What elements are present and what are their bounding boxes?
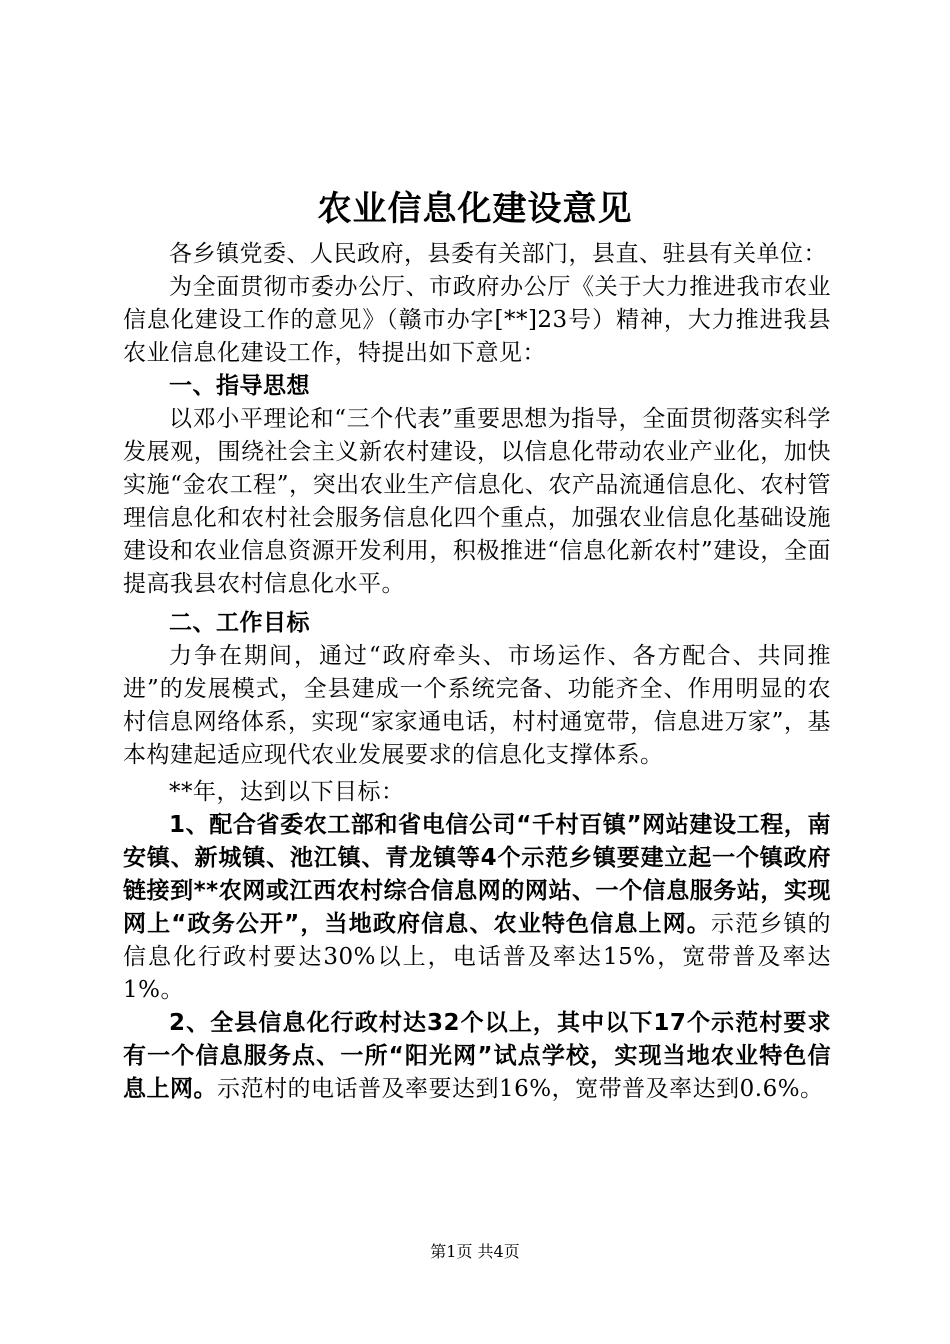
document-body [123,238,831,1106]
goal-item-1 [123,809,831,1007]
section-heading-work-goals: 二、工作目标 [169,610,310,636]
goal-item-1-bold: 1、配合省委农工部和省电信公司“千村百镇”网站建设工程，南安镇、新城镇、池江镇、青龙镇等4个示范乡镇要建立起一个镇政府链接到**农网或江西农村综合信息网的网站、一个信息服务站，实现网上“政务公开”，当地政府信息、农业特色信息上网。 [123,812,831,937]
goal-item-2 [123,1007,831,1106]
intro-paragraph: 为全面贯彻市委办公厅、市政府办公厅《关于大力推进我市农业信息化建设工作的意见》（赣市办字[**]23号）精神，大力推进我县农业信息化建设工作，特提出如下意见： [123,274,831,366]
goal-item-1-text: 示范乡镇的信息化行政村要达30%以上，电话普及率达15%，宽带普及率达1%。 [123,911,832,1003]
page-footer: 第1页 共4页 [430,1242,520,1261]
goal-item-2-bold: 2、全县信息化行政村达32个以上，其中以下17个示范村要求有一个信息服务点、一所“阳光网”试点学校，实现当地农业特色信息上网。 [123,1010,831,1102]
guiding-ideology-paragraph: 以邓小平理论和“三个代表”重要思想为指导，全面贯彻落实科学发展观，围绕社会主义新农村建设，以信息化带动农业产业化，加快实施“金农工程”，突出农业生产信息化、农产品流通信息化、农村管理信息化和农村社会服务信息化四个重点，加强农业信息化基础设施建设和农业信息资源开发利用，积极推进“信息化新农村”建设，全面提高我县农村信息化水平。 [123,406,831,597]
section-heading-guiding-ideology: 一、指导思想 [169,373,310,399]
work-goals-paragraph: 力争在期间，通过“政府牵头、市场运作、各方配合、共同推进”的发展模式，全县建成一个系统完备、功能齐全、作用明显的农村信息网络体系，实现“家家通电话，村村通宽带，信息进万家”，基本构建起适应现代农业发展要求的信息化支撑体系。 [123,643,831,768]
annual-goals-intro: **年，达到以下目标： [169,779,405,805]
goal-item-2-text: 示范村的电话普及率要达到16%，宽带普及率达到0.6%。 [217,1076,824,1102]
addressee-paragraph: 各乡镇党委、人民政府，县委有关部门，县直、驻县有关单位： [169,241,827,267]
document-title: 农业信息化建设意见 [317,189,633,229]
